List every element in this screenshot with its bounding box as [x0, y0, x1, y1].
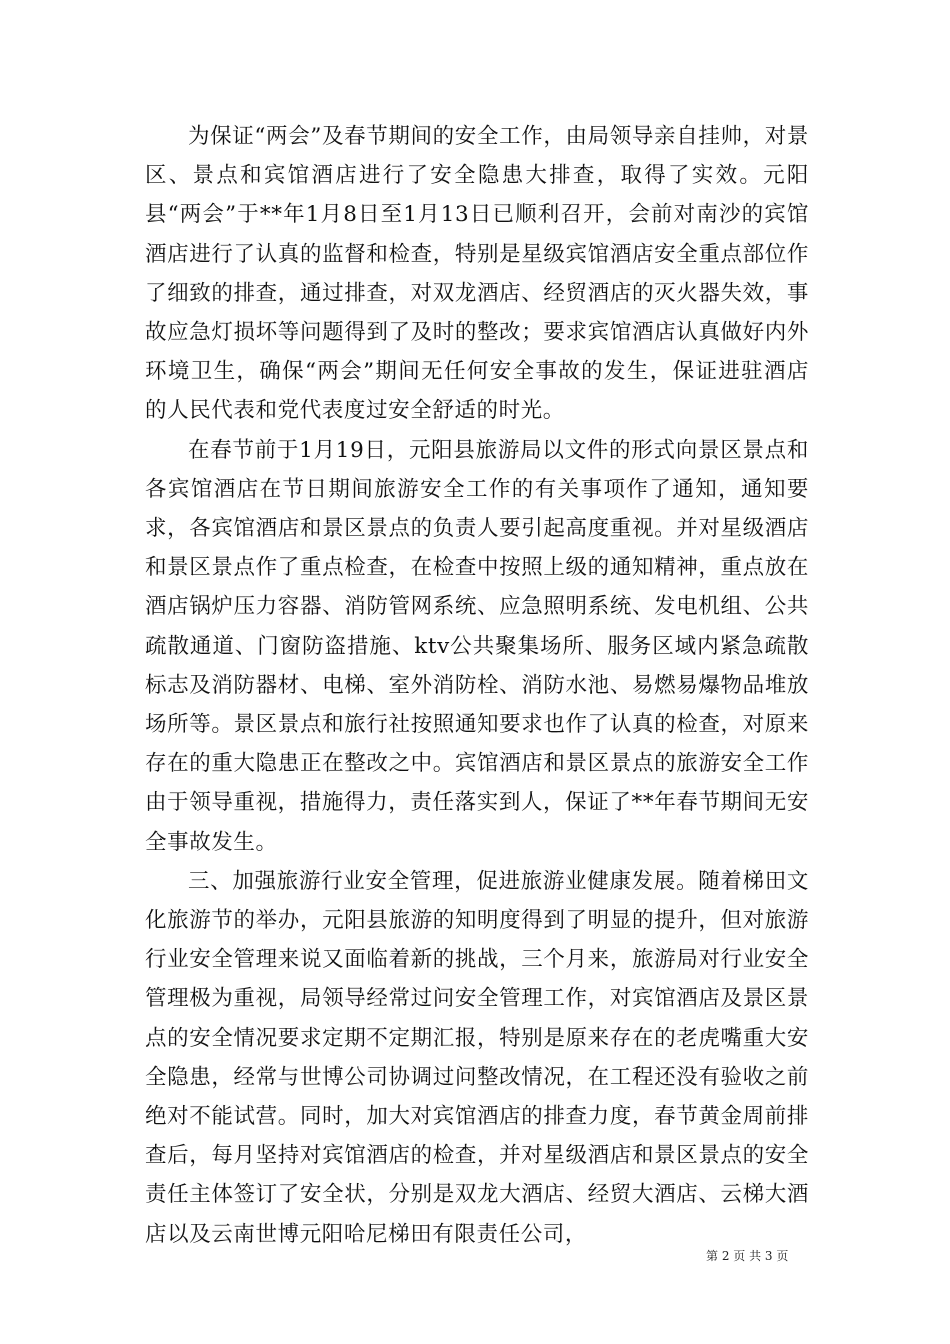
page-number-footer: 第 2 页 共 3 页 — [706, 1249, 789, 1263]
paragraph-industry-safety-management: 三、加强旅游行业安全管理，促进旅游业健康发展。随着梯田文化旅游节的举办，元阳县旅游的知明度得到了明显的提升，但对旅游行业安全管理来说又面临着新的挑战，三个月来，旅游局对行业安全管理极为重视，局领导经常过问安全管理工作，对宾馆酒店及景区景点的安全情况要求定期不定期汇报，特别是原来存在的老虎嘴重大安全隐患，经常与世博公司协调过问整改情况，在工程还没有验收之前绝对不能试营。同时，加大对宾馆酒店的排查力度，春节黄金周前排查后，每月坚持对宾馆酒店的检查，并对星级酒店和景区景点的安全责任主体签订了安全状，分别是双龙大酒店、经贸大酒店、云梯大酒店以及云南世博元阳哈尼梯田有限责任公司， — [145, 868, 809, 1247]
paragraph-two-sessions-safety: 为保证“两会”及春节期间的安全工作，由局领导亲自挂帅，对景区、景点和宾馆酒店进行了安全隐患大排查，取得了实效。元阳县“两会”于**年1月8日至1月13日已顺利召开，会前对南沙的宾馆酒店进行了认真的监督和检查，特别是星级宾馆酒店安全重点部位作了细致的排查，通过排查，对双龙酒店、经贸酒店的灭火器失效，事故应急灯损坏等问题得到了及时的整改；要求宾馆酒店认真做好内外环境卫生，确保“两会”期间无任何安全事故的发生，保证进驻酒店的人民代表和党代表度过安全舒适的时光。 — [145, 124, 809, 424]
paragraph-spring-festival-notice: 在春节前于1月19日，元阳县旅游局以文件的形式向景区景点和各宾馆酒店在节日期间旅游安全工作的有关事项作了通知，通知要求，各宾馆酒店和景区景点的负责人要引起高度重视。并对星级酒店和景区景点作了重点检查，在检查中按照上级的通知精神，重点放在酒店锅炉压力容器、消防管网系统、应急照明系统、发电机组、公共疏散通道、门窗防盗措施、ktv公共聚集场所、服务区域内紧急疏散标志及消防器材、电梯、室外消防栓、消防水池、易燃易爆物品堆放场所等。景区景点和旅行社按照通知要求也作了认真的检查，对原来存在的重大隐患正在整改之中。宾馆酒店和景区景点的旅游安全工作由于领导重视，措施得力，责任落实到人，保证了**年春节期间无安全事故发生。 — [145, 437, 809, 855]
document-body — [145, 117, 809, 1254]
